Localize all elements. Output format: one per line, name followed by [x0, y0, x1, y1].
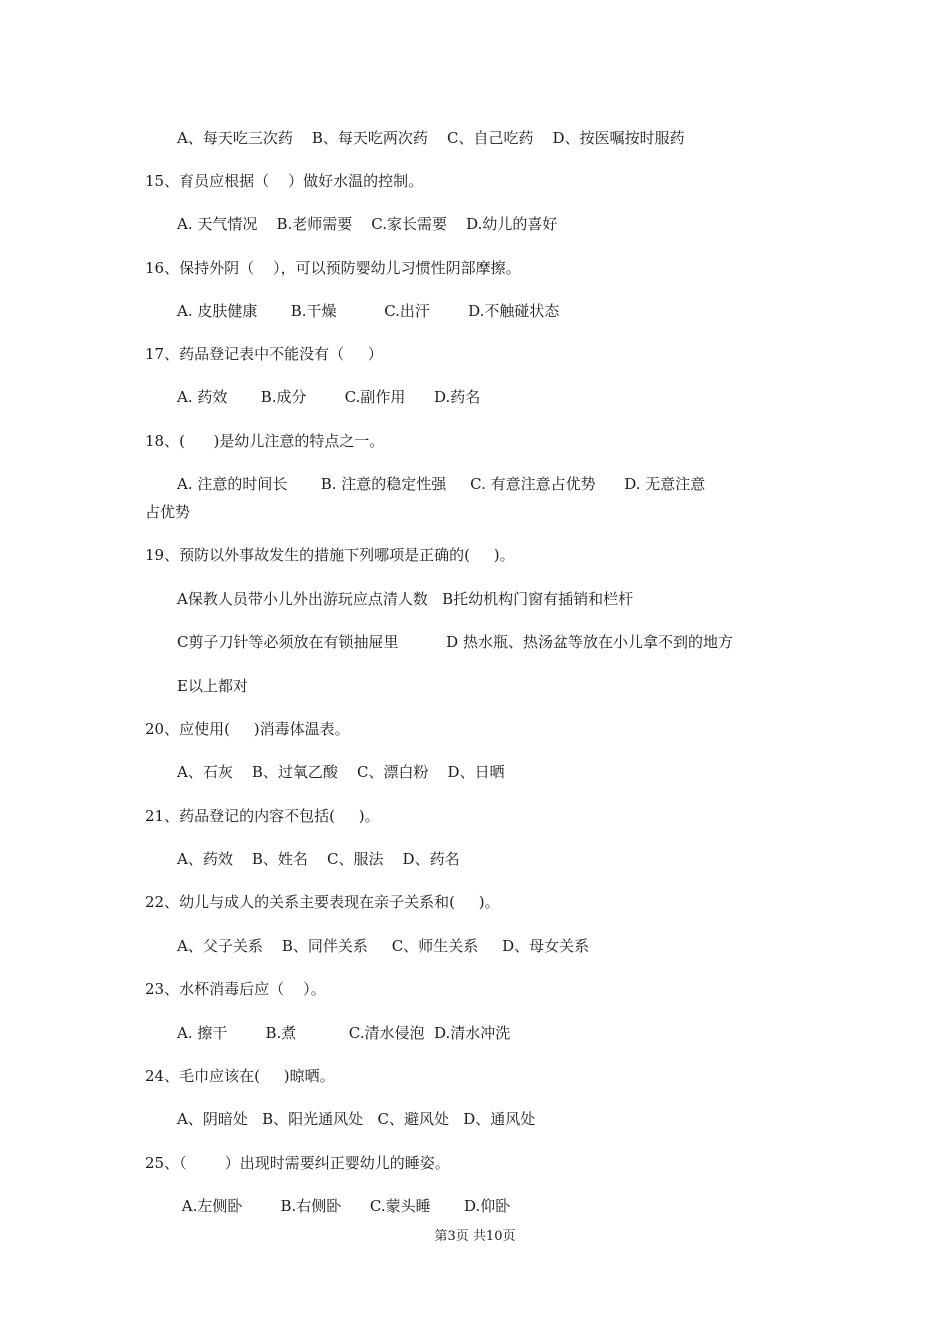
question-19-options-ab: A保教人员带小儿外出游玩应点清人数 B托幼机构门窗有插销和栏杆: [177, 590, 634, 608]
question-19-option-e: E以上都对: [177, 677, 248, 695]
question-15-options: A. 天气情况 B.老师需要 C.家长需要 D.幼儿的喜好: [177, 215, 558, 233]
question-18: 18、( )是幼儿注意的特点之一。: [145, 432, 385, 450]
question-19: 19、预防以外事故发生的措施下列哪项是正确的( )。: [145, 546, 515, 564]
question-14-options: A、每天吃三次药 B、每天吃两次药 C、自己吃药 D、按医嘱按时服药: [177, 129, 685, 147]
question-16: 16、保持外阴（ ），可以预防婴幼儿习惯性阴部摩擦。: [145, 259, 521, 277]
question-25-options: A.左侧卧 B.右侧卧 C.蒙头睡 D.仰卧: [177, 1197, 511, 1215]
question-24-options: A、阴暗处 B、阳光通风处 C、避风处 D、通风处: [177, 1110, 536, 1128]
question-16-options: A. 皮肤健康 B.干燥 C.出汗 D.不触碰状态: [177, 302, 560, 320]
question-22: 22、幼儿与成人的关系主要表现在亲子关系和( )。: [145, 893, 500, 911]
question-18-options: A. 注意的时间长 B. 注意的稳定性强 C. 有意注意占优势 D. 无意注意: [177, 475, 706, 493]
question-15: 15、育员应根据（ ）做好水温的控制。: [145, 172, 424, 190]
question-20-options: A、石灰 B、过氧乙酸 C、漂白粉 D、日晒: [177, 763, 505, 781]
question-23-options: A. 擦干 B.煮 C.清水侵泡 D.清水冲洗: [177, 1024, 511, 1042]
question-21-options: A、药效 B、姓名 C、服法 D、药名: [177, 850, 460, 868]
question-22-options: A、父子关系 B、同伴关系 C、师生关系 D、母女关系: [177, 937, 590, 955]
question-17: 17、药品登记表中不能没有（ ）: [145, 345, 383, 363]
question-19-options-cd: C剪子刀针等必须放在有锁抽屉里 D 热水瓶、热汤盆等放在小儿拿不到的地方: [177, 633, 733, 651]
question-25: 25、（ ）出现时需要纠正婴幼儿的睡姿。: [145, 1154, 450, 1172]
question-18-options-wrap: 占优势: [145, 503, 191, 521]
question-24: 24、毛巾应该在( )晾晒。: [145, 1067, 335, 1085]
question-17-options: A. 药效 B.成分 C.副作用 D.药名: [177, 388, 481, 406]
page-number-footer: 第3页 共10页: [434, 1229, 516, 1244]
question-23: 23、水杯消毒后应（ ）。: [145, 980, 326, 998]
question-20: 20、应使用( )消毒体温表。: [145, 720, 350, 738]
question-21: 21、药品登记的内容不包括( )。: [145, 807, 380, 825]
